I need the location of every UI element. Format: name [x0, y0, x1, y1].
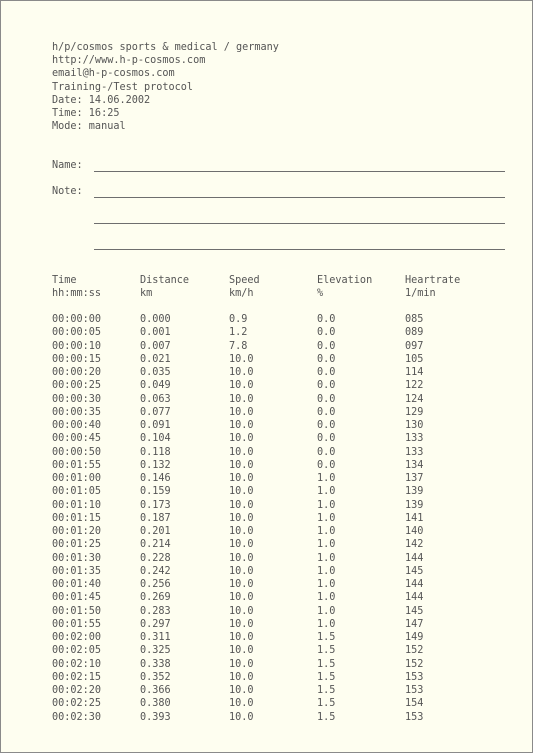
cell-heartrate: 105: [405, 353, 424, 365]
cell-speed: 10.0: [229, 579, 254, 590]
table-row: [52, 419, 512, 432]
note-line-2: [94, 223, 505, 224]
cell-distance: 0.091: [140, 420, 171, 431]
table-row: [52, 631, 512, 644]
cell-heartrate: 133: [405, 446, 424, 458]
email-line: email@h-p-cosmos.com: [52, 68, 175, 80]
table-row: [52, 326, 512, 339]
cell-time: 00:01:20: [52, 526, 102, 537]
cell-heartrate: 141: [405, 512, 424, 524]
cell-elevation: 1.0: [317, 539, 336, 551]
cell-distance: 0.214: [140, 539, 171, 551]
column-unit-elevation: %: [317, 288, 324, 300]
cell-speed: 7.8: [229, 340, 248, 352]
table-row: [52, 644, 512, 657]
column-header-distance: Distance: [140, 275, 190, 286]
table-header-units: [52, 287, 512, 300]
protocol-title: Training-/Test protocol: [52, 81, 194, 93]
cell-heartrate: 124: [405, 393, 424, 405]
cell-heartrate: 149: [405, 632, 424, 643]
cell-distance: 0.242: [140, 565, 171, 577]
website-line: http://www.h-p-cosmos.com: [52, 55, 206, 67]
column-unit-speed: km/h: [229, 288, 254, 300]
cell-distance: 0.077: [140, 406, 171, 418]
cell-time: 00:02:05: [52, 645, 102, 657]
table-row: [52, 459, 512, 472]
cell-speed: 10.0: [229, 632, 254, 643]
cell-time: 00:01:30: [52, 552, 102, 564]
table-row: [52, 406, 512, 419]
cell-distance: 0.035: [140, 367, 171, 378]
cell-distance: 0.297: [140, 618, 171, 630]
table-row: [52, 658, 512, 671]
cell-time: 00:00:25: [52, 380, 102, 392]
cell-speed: 10.0: [229, 406, 254, 418]
cell-time: 00:02:00: [52, 632, 102, 643]
cell-distance: 0.159: [140, 486, 171, 498]
company-line: h/p/cosmos sports & medical / germany: [52, 42, 279, 53]
measurement-table: [52, 274, 512, 723]
mode-line: Mode: manual: [52, 121, 126, 133]
cell-distance: 0.352: [140, 671, 171, 683]
cell-elevation: 0.0: [317, 459, 336, 471]
cell-distance: 0.393: [140, 711, 171, 723]
cell-elevation: 1.0: [317, 592, 336, 604]
cell-time: 00:01:25: [52, 539, 102, 551]
cell-speed: 10.0: [229, 645, 254, 657]
table-row: [52, 565, 512, 578]
cell-time: 00:01:50: [52, 605, 102, 617]
cell-time: 00:02:25: [52, 698, 102, 710]
cell-heartrate: 130: [405, 420, 424, 431]
cell-elevation: 1.0: [317, 552, 336, 564]
cell-distance: 0.001: [140, 327, 171, 339]
cell-time: 00:01:00: [52, 473, 102, 484]
cell-distance: 0.201: [140, 526, 171, 537]
table-row: [52, 591, 512, 604]
cell-elevation: 1.0: [317, 618, 336, 630]
cell-heartrate: 129: [405, 406, 424, 418]
cell-elevation: 1.5: [317, 685, 336, 696]
cell-time: 00:00:05: [52, 327, 102, 339]
cell-heartrate: 144: [405, 579, 424, 590]
cell-heartrate: 139: [405, 499, 424, 511]
cell-elevation: 1.0: [317, 565, 336, 577]
table-row: [52, 697, 512, 710]
cell-speed: 1.2: [229, 327, 248, 339]
cell-elevation: 1.0: [317, 486, 336, 498]
cell-elevation: 1.0: [317, 499, 336, 511]
cell-heartrate: 142: [405, 539, 424, 551]
cell-distance: 0.173: [140, 499, 171, 511]
cell-time: 00:00:45: [52, 433, 102, 445]
cell-heartrate: 085: [405, 314, 424, 325]
table-row: [52, 432, 512, 445]
cell-elevation: 1.5: [317, 671, 336, 683]
cell-heartrate: 152: [405, 658, 424, 670]
cell-speed: 10.0: [229, 393, 254, 405]
cell-time: 00:01:55: [52, 459, 102, 471]
cell-speed: 10.0: [229, 671, 254, 683]
table-body: [52, 313, 512, 724]
cell-time: 00:01:10: [52, 499, 102, 511]
cell-time: 00:02:10: [52, 658, 102, 670]
cell-elevation: 0.0: [317, 327, 336, 339]
cell-heartrate: 145: [405, 605, 424, 617]
cell-elevation: 0.0: [317, 314, 336, 325]
cell-distance: 0.366: [140, 685, 171, 696]
cell-time: 00:00:40: [52, 420, 102, 431]
cell-speed: 10.0: [229, 685, 254, 696]
name-label: Name:: [52, 160, 83, 171]
cell-heartrate: 152: [405, 645, 424, 657]
table-row: [52, 366, 512, 379]
table-row: [52, 499, 512, 512]
cell-heartrate: 122: [405, 380, 424, 392]
cell-speed: 10.0: [229, 473, 254, 484]
cell-speed: 10.0: [229, 433, 254, 445]
cell-time: 00:00:30: [52, 393, 102, 405]
table-row: [52, 605, 512, 618]
cell-elevation: 0.0: [317, 393, 336, 405]
cell-distance: 0.132: [140, 459, 171, 471]
cell-speed: 10.0: [229, 618, 254, 630]
time-line: Time: 16:25: [52, 108, 120, 120]
cell-time: 00:01:45: [52, 592, 102, 604]
cell-distance: 0.338: [140, 658, 171, 670]
cell-time: 00:01:05: [52, 486, 102, 498]
table-row: [52, 313, 512, 326]
cell-time: 00:00:00: [52, 314, 102, 325]
table-row: [52, 552, 512, 565]
cell-elevation: 1.5: [317, 711, 336, 723]
cell-distance: 0.256: [140, 579, 171, 590]
note-label: Note:: [52, 186, 83, 197]
cell-heartrate: 133: [405, 433, 424, 445]
cell-heartrate: 114: [405, 367, 424, 378]
cell-speed: 10.0: [229, 592, 254, 604]
cell-elevation: 0.0: [317, 340, 336, 352]
table-row: [52, 485, 512, 498]
table-row: [52, 512, 512, 525]
cell-distance: 0.007: [140, 340, 171, 352]
cell-elevation: 1.0: [317, 512, 336, 524]
cell-elevation: 0.0: [317, 446, 336, 458]
note-line-3: [94, 249, 505, 250]
cell-elevation: 1.5: [317, 632, 336, 643]
table-row: [52, 618, 512, 631]
cell-heartrate: 145: [405, 565, 424, 577]
note-line-1: [94, 197, 505, 198]
table-row: [52, 393, 512, 406]
cell-speed: 10.0: [229, 353, 254, 365]
protocol-header: [52, 41, 279, 133]
cell-time: 00:02:15: [52, 671, 102, 683]
cell-time: 00:00:50: [52, 446, 102, 458]
cell-time: 00:01:15: [52, 512, 102, 524]
cell-heartrate: 153: [405, 671, 424, 683]
cell-speed: 10.0: [229, 605, 254, 617]
cell-distance: 0.063: [140, 393, 171, 405]
cell-speed: 10.0: [229, 380, 254, 392]
cell-elevation: 0.0: [317, 380, 336, 392]
cell-elevation: 0.0: [317, 367, 336, 378]
cell-speed: 10.0: [229, 552, 254, 564]
column-unit-time: hh:mm:ss: [52, 288, 102, 300]
cell-speed: 10.0: [229, 698, 254, 710]
cell-speed: 10.0: [229, 420, 254, 431]
table-row: [52, 578, 512, 591]
cell-distance: 0.325: [140, 645, 171, 657]
cell-heartrate: 153: [405, 711, 424, 723]
cell-time: 00:01:35: [52, 565, 102, 577]
cell-speed: 10.0: [229, 459, 254, 471]
table-row: [52, 379, 512, 392]
cell-speed: 10.0: [229, 526, 254, 537]
cell-distance: 0.021: [140, 353, 171, 365]
column-unit-heartrate: 1/min: [405, 288, 436, 300]
cell-heartrate: 153: [405, 685, 424, 696]
table-row: [52, 684, 512, 697]
cell-speed: 10.0: [229, 565, 254, 577]
cell-elevation: 1.0: [317, 579, 336, 590]
cell-heartrate: 140: [405, 526, 424, 537]
cell-elevation: 0.0: [317, 406, 336, 418]
column-header-time: Time: [52, 275, 77, 286]
cell-elevation: 0.0: [317, 420, 336, 431]
cell-heartrate: 154: [405, 698, 424, 710]
table-row: [52, 353, 512, 366]
cell-distance: 0.283: [140, 605, 171, 617]
cell-heartrate: 144: [405, 552, 424, 564]
cell-time: 00:00:35: [52, 406, 102, 418]
cell-elevation: 1.0: [317, 605, 336, 617]
cell-speed: 10.0: [229, 367, 254, 378]
cell-speed: 10.0: [229, 486, 254, 498]
cell-distance: 0.146: [140, 473, 171, 484]
cell-time: 00:02:20: [52, 685, 102, 696]
cell-heartrate: 134: [405, 459, 424, 471]
cell-heartrate: 137: [405, 473, 424, 484]
cell-speed: 10.0: [229, 499, 254, 511]
cell-elevation: 1.5: [317, 645, 336, 657]
cell-elevation: 0.0: [317, 433, 336, 445]
table-row: [52, 472, 512, 485]
cell-time: 00:00:15: [52, 353, 102, 365]
cell-heartrate: 144: [405, 592, 424, 604]
cell-time: 00:00:20: [52, 367, 102, 378]
cell-time: 00:02:30: [52, 711, 102, 723]
cell-distance: 0.000: [140, 314, 171, 325]
table-row: [52, 538, 512, 551]
cell-distance: 0.228: [140, 552, 171, 564]
table-row: [52, 340, 512, 353]
cell-distance: 0.380: [140, 698, 171, 710]
cell-elevation: 1.5: [317, 698, 336, 710]
column-header-speed: Speed: [229, 275, 260, 286]
cell-time: 00:00:10: [52, 340, 102, 352]
cell-speed: 10.0: [229, 446, 254, 458]
cell-heartrate: 089: [405, 327, 424, 339]
cell-speed: 10.0: [229, 658, 254, 670]
table-row: [52, 525, 512, 538]
column-unit-distance: km: [140, 288, 153, 300]
cell-time: 00:01:40: [52, 579, 102, 590]
cell-distance: 0.311: [140, 632, 171, 643]
name-line: [94, 171, 505, 172]
table-header-titles: [52, 274, 512, 287]
cell-distance: 0.118: [140, 446, 171, 458]
date-line: Date: 14.06.2002: [52, 94, 151, 106]
cell-heartrate: 147: [405, 618, 424, 630]
cell-speed: 10.0: [229, 512, 254, 524]
cell-heartrate: 139: [405, 486, 424, 498]
cell-heartrate: 097: [405, 340, 424, 352]
cell-distance: 0.187: [140, 512, 171, 524]
cell-time: 00:01:55: [52, 618, 102, 630]
column-header-heartrate: Heartrate: [405, 275, 461, 286]
cell-elevation: 1.0: [317, 473, 336, 484]
cell-distance: 0.049: [140, 380, 171, 392]
cell-elevation: 1.0: [317, 526, 336, 537]
cell-speed: 10.0: [229, 711, 254, 723]
cell-distance: 0.104: [140, 433, 171, 445]
cell-elevation: 0.0: [317, 353, 336, 365]
table-row: [52, 711, 512, 724]
table-row: [52, 446, 512, 459]
cell-speed: 10.0: [229, 539, 254, 551]
table-row: [52, 671, 512, 684]
cell-distance: 0.269: [140, 592, 171, 604]
cell-elevation: 1.5: [317, 658, 336, 670]
column-header-elevation: Elevation: [317, 275, 373, 286]
cell-speed: 0.9: [229, 314, 248, 325]
